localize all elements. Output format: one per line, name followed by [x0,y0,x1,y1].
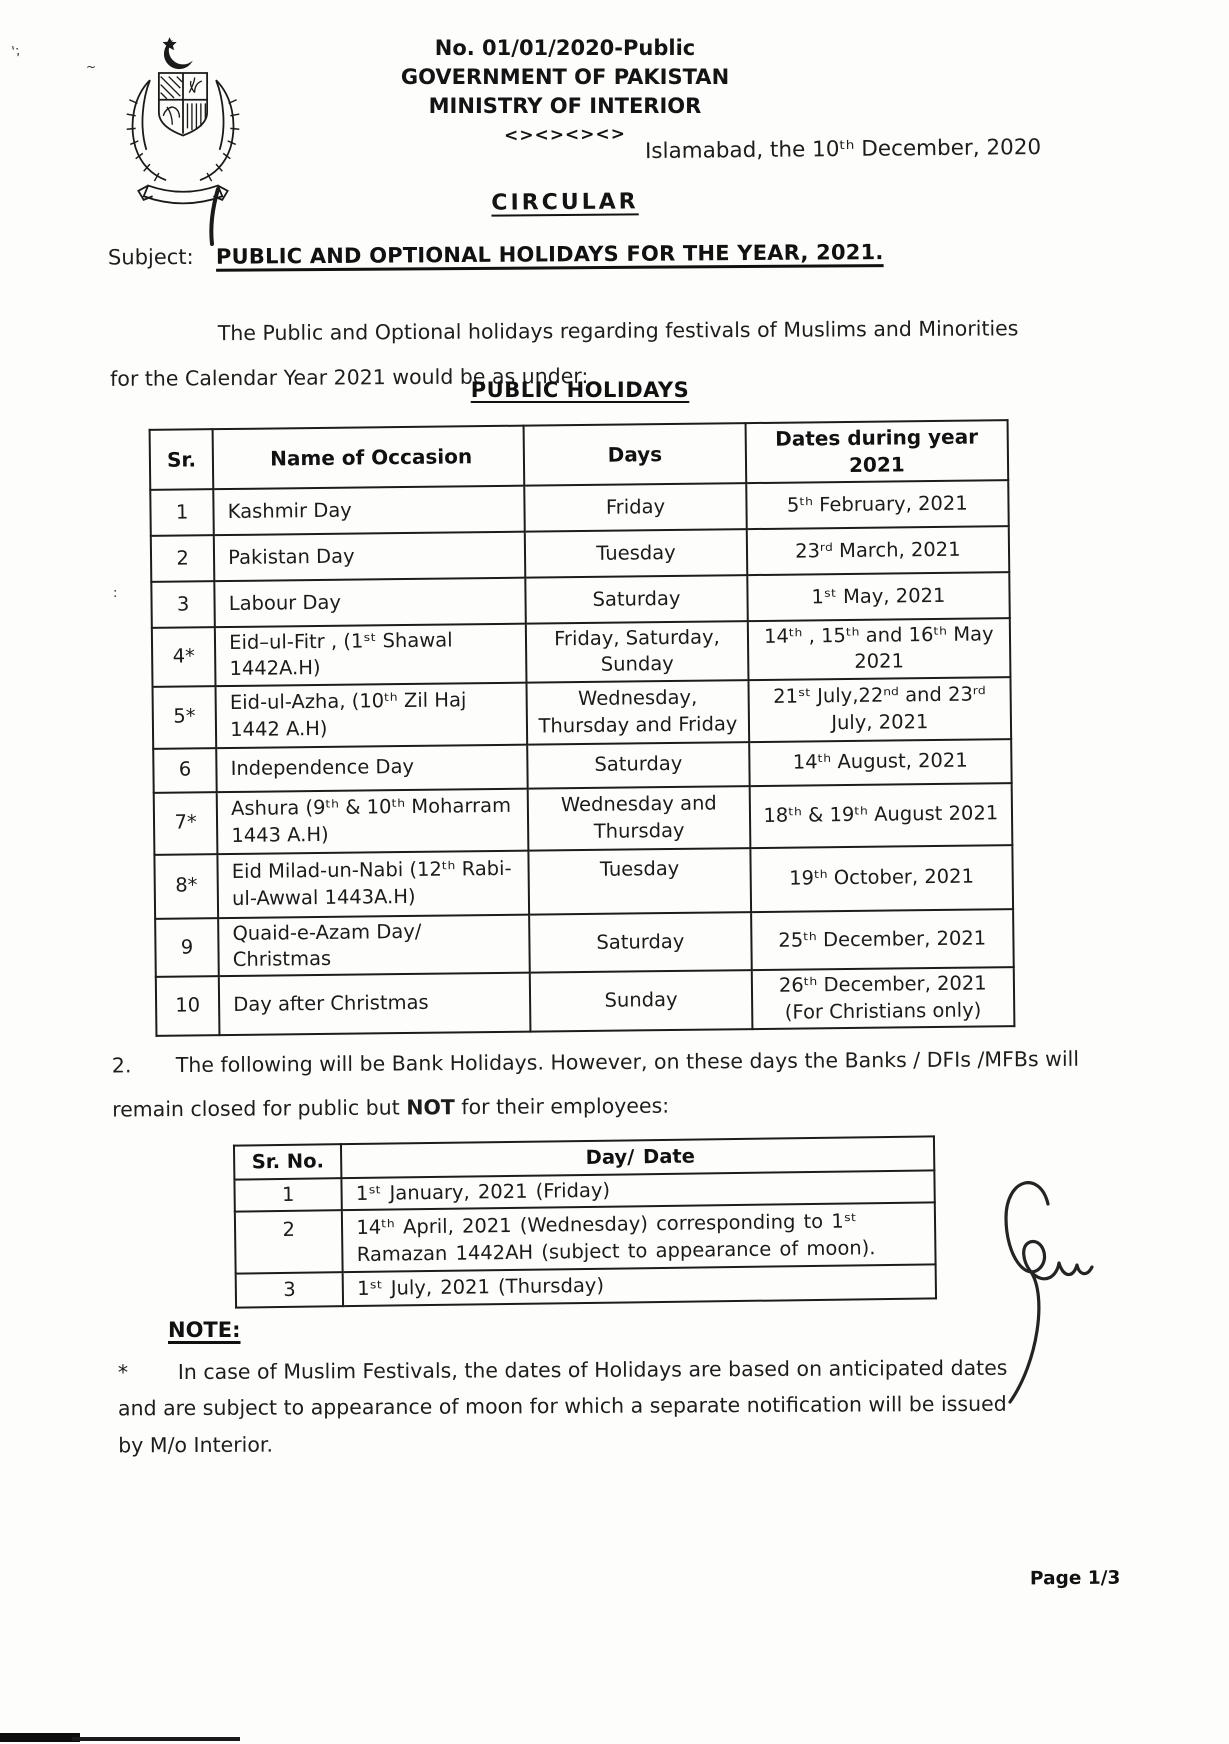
cell-dates: 14ᵗʰ , 15ᵗʰ and 16ᵗʰ May 2021 [747,618,1010,680]
letterhead [330,36,800,145]
cell-days: Saturday [529,912,751,973]
scan-artifact: : [113,586,118,601]
cell-name: Quaid-e-Azam Day/ Christmas [218,914,530,976]
cell-dates: 23ʳᵈ March, 2021 [746,526,1009,575]
cell-dates: 25ᵗʰ December, 2021 [751,909,1014,971]
scan-edge-artifact [72,1737,240,1741]
cell-sr: 2 [151,535,215,582]
note-heading: NOTE: [168,1318,241,1342]
cell-days: Saturday [527,742,749,789]
cell-dates: 21ˢᵗ July,22ⁿᵈ and 23ʳᵈ July, 2021 [748,677,1011,742]
cell-days: Wednesday and Thursday [528,786,750,851]
cell-dates: 1ˢᵗ May, 2021 [747,572,1010,621]
column-header-day-date: Day/ Date [341,1136,934,1178]
table-row [235,1202,936,1273]
cell-days: Wednesday, Thursday and Friday [527,680,749,745]
subject-row [108,239,1108,270]
column-header-sr-no: Sr. No. [234,1144,342,1179]
cell-sr: 3 [151,581,215,628]
cell-dates: 5ᵗʰ February, 2021 [746,480,1009,529]
column-header-name: Name of Occasion [213,426,525,490]
page-number: Page 1/3 [1029,1567,1121,1590]
government-line: GOVERNMENT OF PAKISTAN [400,65,730,89]
asterisk-bullet: * [117,1360,129,1385]
cell-dates: 18ᵗʰ & 19ᵗʰ August 2021 [749,783,1012,848]
cell-day-date: 1ˢᵗ January, 2021 (Friday) [342,1170,935,1210]
bank-holidays-paragraph [112,1036,1118,1131]
cell-day-date: 14ᵗʰ April, 2021 (Wednesday) corresponding to 1ˢᵗ Ramazan 1442AH (subject to appearance of moon). [342,1202,935,1272]
cell-dates: 19ᵗʰ October, 2021 [750,845,1013,912]
cell-sr: 10 [156,976,220,1035]
cell-days: Friday [525,483,747,532]
cell-days: Friday, Saturday, Sunday [526,621,748,682]
table-header-row [150,420,1009,490]
subject-label: Subject: [107,244,194,270]
note-text: In case of Muslim Festivals, the dates of Holidays are based on anticipated dates and are subject to appearance of moon for which a separate notification will be issued by M/o Interior. [117,1355,1008,1458]
cell-days: Saturday [526,575,748,624]
cell-name: Day after Christmas [219,973,531,1035]
cell-dates: 14ᵗʰ August, 2021 [749,739,1012,786]
note-paragraph [118,1350,1024,1464]
scan-artifact: ~ [86,60,97,74]
cell-sr: 9 [155,918,219,977]
reference-number: No. 01/01/2020-Public [434,36,696,60]
intro-paragraph: The Public and Optional holidays regarding festivals of Muslims and Minorities for the Calendar Year 2021 would be as under: [110,315,1019,391]
paragraph-text: will remain closed for public but [112,1046,1080,1122]
cell-name: Ashura (9ᵗʰ & 10ᵗʰ Moharram 1443 A.H) [217,788,529,854]
cell-name: Pakistan Day [214,532,526,582]
bank-holidays-table [233,1135,937,1308]
cell-dates: 26ᵗʰ December, 2021 (For Christians only) [751,967,1014,1029]
cell-sr: 1 [234,1178,342,1211]
table-row [156,967,1015,1035]
not-emphasis: NOT [406,1095,455,1120]
cell-sr: 6 [153,748,217,793]
cell-name: Eid-ul-Azha, (10ᵗʰ Zil Haj 1442 A.H) [216,682,528,748]
public-holidays-heading: PUBLIC HOLIDAYS [470,378,690,402]
cell-days: Tuesday [529,848,751,915]
cell-name: Eid Milad-un-Nabi (12ᵗʰ Rabi-ul-Awwal 1443A.H) [218,850,530,918]
table-row [153,677,1012,749]
cell-sr: 8* [154,854,218,919]
pakistan-state-emblem-icon [116,32,250,214]
cell-day-date: 1ˢᵗ July, 2021 (Thursday) [343,1264,936,1306]
scan-artifact: '; [10,43,22,60]
cell-sr: 7* [154,792,218,855]
cell-name: Labour Day [214,578,526,628]
ministry-line: MINISTRY OF INTERIOR [428,94,702,118]
table-row [154,783,1013,855]
cell-sr: 2 [235,1210,343,1273]
cell-name: Eid–ul-Fitr , (1ˢᵗ Shawal 1442A.H) [215,624,527,686]
table-row [155,909,1014,977]
column-header-sr: Sr. [150,429,214,490]
subject-title: PUBLIC AND OPTIONAL HOLIDAYS FOR THE YEAR, 2021. [215,240,884,269]
cell-days: Sunday [530,970,752,1031]
place-and-date: Islamabad, the 10ᵗʰ December, 2020 [644,134,1042,165]
column-header-days: Days [524,423,746,486]
public-holidays-table [149,419,1016,1037]
cell-sr: 5* [153,686,217,749]
cell-sr: 3 [236,1272,344,1307]
cell-name: Independence Day [216,744,528,792]
paragraph-text: The following will be Bank Holidays. However, on these days the Banks / DFIs /MFBs [175,1046,1046,1078]
column-header-dates: Dates during year 2021 [745,420,1008,483]
table-row [154,845,1013,919]
cell-name: Kashmir Day [213,486,525,536]
scan-edge-artifact [0,1733,80,1742]
diamond-separator-ornament: <><><><> [503,124,627,146]
cell-sr: 1 [150,489,214,536]
paragraph-number: 2. [111,1053,132,1078]
pen-mark-artifact [202,186,228,248]
circular-title: CIRCULAR [491,189,639,216]
table-row [152,618,1011,686]
paragraph-text: for their employees: [454,1093,670,1120]
cell-days: Tuesday [525,529,747,578]
cell-sr: 4* [152,627,216,686]
